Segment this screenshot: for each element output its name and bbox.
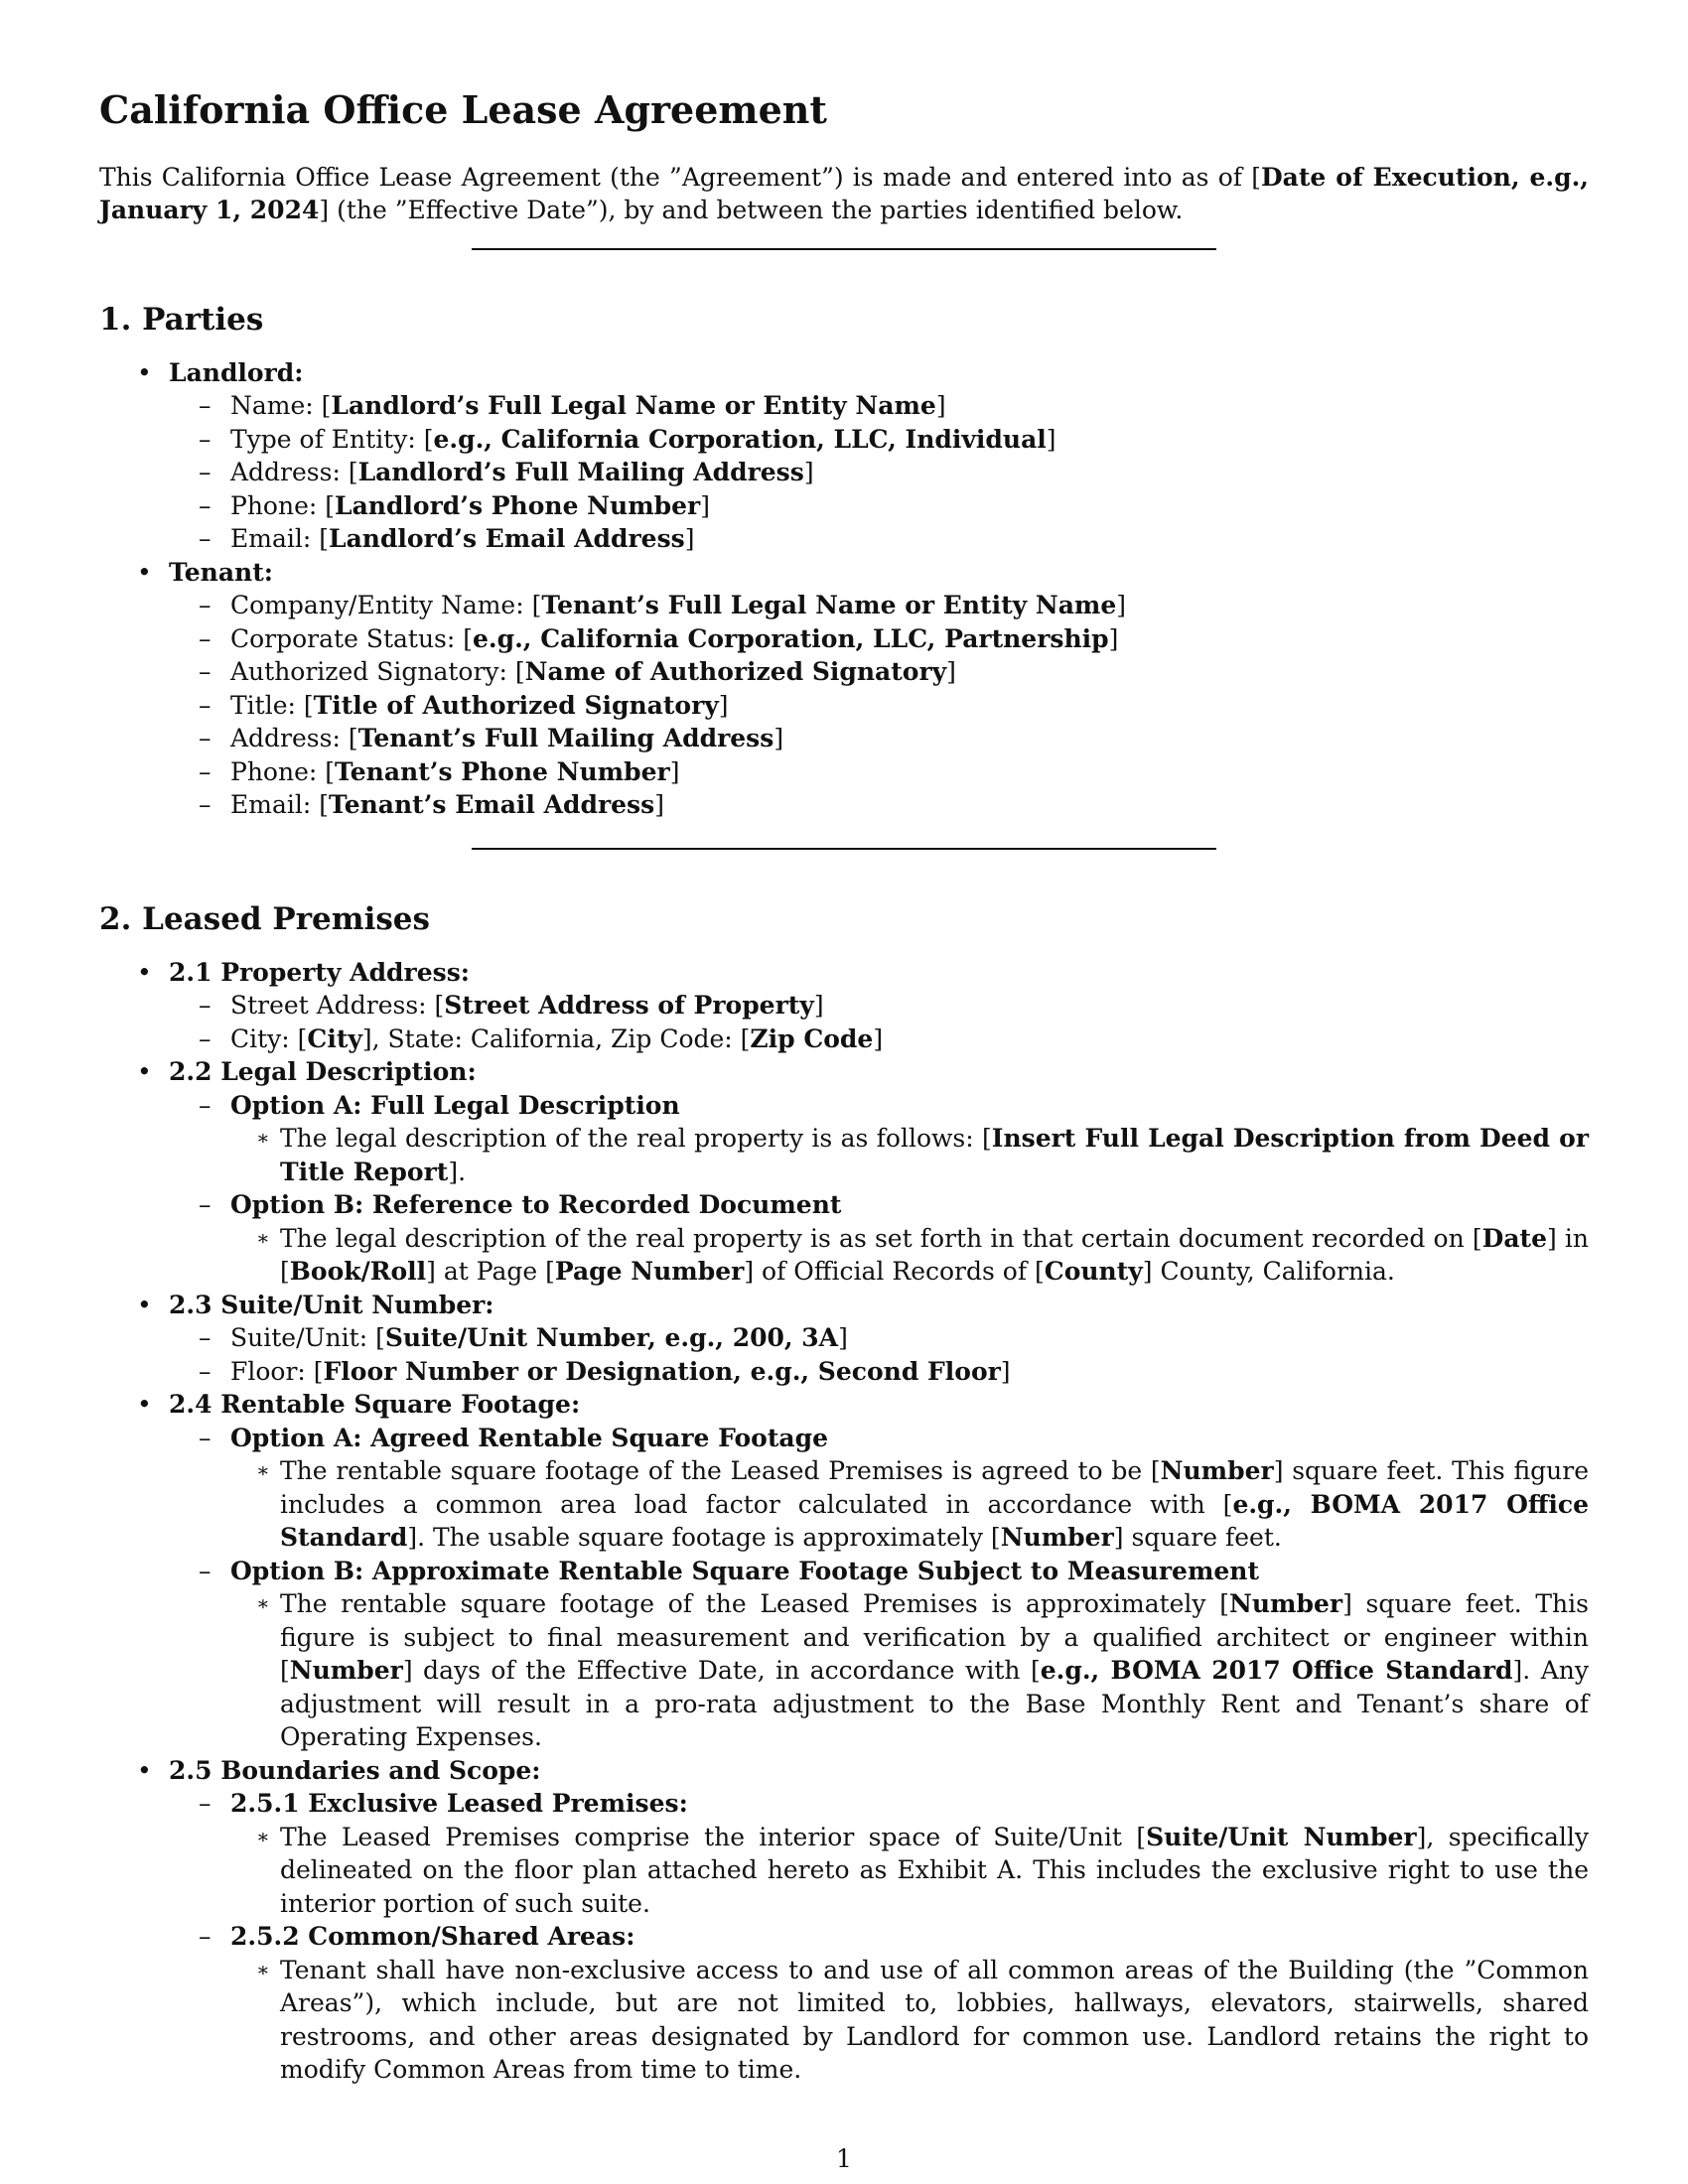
execution-date-placeholder: Date of Execution, e.g., January 1, 2024 (99, 162, 1589, 224)
list-item: ∗ Tenant shall have non-exclusive access to and use of all common areas of the Building (the ”Common Areas”), which include, but are not limited to, lobbies, hallways, elevators, stairwells, shared restrooms, and other areas designated by Landlord for common use. Landlord retains the right to modify Common Areas from time to time. (256, 1955, 1589, 2085)
list-item: – Option B: Reference to Recorded Document ∗ The legal description of the real property is as set forth in that certain document recorded on [Date] in [Book/Roll] at Page [Page Number] of Official Records of [County] County, California. (169, 1188, 1589, 1289)
list-item: – Option A: Full Legal Description ∗ The legal description of the real property is as follows: [Insert Full Legal Description from Deed or Title Report]. (169, 1089, 1589, 1189)
list-item: – Type of Entity: [e.g., California Corporation, LLC, Individual] (199, 424, 1056, 454)
intro-paragraph: This California Office Lease Agreement (the ”Agreement”) is made and entered into as of [Date of Execution, e.g., January 1, 2024] (the ”Effective Date”), by and between the parties identified below. (99, 162, 1589, 224)
page-number: 1 (836, 2144, 852, 2173)
section-divider (472, 248, 1216, 250)
tenant-item: • Tenant: – Company/Entity Name: [Tenant’s Full Legal Name or Entity Name] – Corporate Status: [e.g., California Corporation, LLC, Partnership] – Authorized Signatory: [Name of Authorized Signatory] – Title: [Title of Authorized Signatory] – Address: [Tenant’s Full Mailing Address] – Phone: [Tenant’s Phone Number] – Email: [Tenant’s Email Address] (99, 556, 1589, 822)
list-item: – Address: [Landlord’s Full Mailing Address] (199, 458, 814, 487)
list-item: – Option A: Agreed Rentable Square Footage ∗ The rentable square footage of the Leased Premises is agreed to be [Number] square feet. This figure includes a common area load factor calculated in accordance with [e.g., BOMA 2017 Office Standard]. The usable square footage is approximately [Number] square feet. (169, 1422, 1589, 1555)
list-item: – Street Address: [Street Address of Property] (199, 991, 824, 1021)
list-item: ∗ The rentable square footage of the Leased Premises is agreed to be [Number] square feet. This figure includes a common area load factor calculated in accordance with [e.g., BOMA 2017 Office Standard]. The usable square footage is approximately [Number] square feet. (256, 1456, 1590, 1553)
suite-unit-item: • 2.3 Suite/Unit Number: – Suite/Unit: [Suite/Unit Number, e.g., 200, 3A] – Floor: [Floor Number or Designation, e.g., Second Floor] (99, 1289, 1589, 1389)
section-heading-parties: 1. Parties (99, 301, 264, 338)
list-item: – Title: [Title of Authorized Signatory] (199, 690, 729, 720)
list-item: – Email: [Tenant’s Email Address] (199, 790, 664, 820)
list-item: – Option B: Approximate Rentable Square Footage Subject to Measurement ∗ The rentable square footage of the Leased Premises is approximately [Number] square feet. This figure is subject to final measurement and verification by a qualified architect or engineer within [Number] days of the Effective Date, in accordance with [e.g., BOMA 2017 Office Standard]. Any adjustment will result in a pro-rata adjustment to the Base Monthly Rent and Tenant’s share of Operating Expenses. (169, 1555, 1589, 1754)
section-heading-leased-premises: 2. Leased Premises (99, 900, 430, 937)
list-item: – Suite/Unit: [Suite/Unit Number, e.g., 200, 3A] (199, 1323, 848, 1353)
list-item: – Phone: [Tenant’s Phone Number] (199, 756, 680, 786)
list-item: – Company/Entity Name: [Tenant’s Full Legal Name or Entity Name] (199, 591, 1127, 620)
list-item: – Corporate Status: [e.g., California Corporation, LLC, Partnership] (199, 623, 1119, 653)
list-item: – Phone: [Landlord’s Phone Number] (199, 490, 710, 520)
leased-premises-list (99, 956, 1589, 2087)
document-title: California Office Lease Agreement (99, 87, 827, 132)
list-item: – Floor: [Floor Number or Designation, e.g., Second Floor] (199, 1356, 1011, 1386)
landlord-item: • Landlord: – Name: [Landlord’s Full Legal Name or Entity Name] – Type of Entity: [e.g., California Corporation, LLC, Individual] – Address: [Landlord’s Full Mailing Address] – Phone: [Landlord’s Phone Number] – Email: [Landlord’s Email Address] (99, 356, 1589, 556)
list-item: – 2.5.2 Common/Shared Areas: ∗ Tenant shall have non-exclusive access to and use of all common areas of the Building (the ”Common Areas”), which include, but are not limited to, lobbies, hallways, elevators, stairwells, shared restrooms, and other areas designated by Landlord for common use. Landlord retains the right to modify Common Areas from time to time. (169, 1920, 1589, 2087)
document-page (99, 87, 1589, 2087)
legal-description-item: • 2.2 Legal Description: – Option A: Full Legal Description ∗ The legal description of the real property is as follows: [Insert Full Legal Description from Deed or Title Report]. – Option B: Reference to Recorded Document ∗ The legal description of the real property is as set forth in that certain document recorded on [Date] in [Book/Roll] at Page [Page Number] of Official Records of [County] County, California. (99, 1055, 1589, 1289)
list-item: – Name: [Landlord’s Full Legal Name or Entity Name] (199, 391, 946, 421)
parties-list (99, 356, 1589, 822)
list-item: – 2.5.1 Exclusive Leased Premises: ∗ The Leased Premises comprise the interior space of Suite/Unit [Suite/Unit Number], specifically delineated on the floor plan attached hereto as Exhibit A. This includes the exclusive right to use the interior portion of such suite. (169, 1787, 1589, 1920)
list-item: – Email: [Landlord’s Email Address] (199, 524, 695, 554)
square-footage-item: • 2.4 Rentable Square Footage: – Option A: Agreed Rentable Square Footage ∗ The rentable square footage of the Leased Premises is agreed to be [Number] square feet. This figure includes a common area load factor calculated in accordance with [e.g., BOMA 2017 Office Standard]. The usable square footage is approximately [Number] square feet. – Option B: Approximate Rentable Square Footage Subject to Measurement ∗ The rentable square footage of the Leased Premises is approximately [Number] square feet. This figure is subject to final measurement and verification by a qualified architect or engineer within [Number] days of the Effective Date, in accordance with [e.g., BOMA 2017 Office Standard]. Any adjustment will result in a pro-rata adjustment to the Base Monthly Rent and Tenant’s share of Operating Expenses. (99, 1388, 1589, 1754)
list-item: ∗ The legal description of the real property is as follows: [Insert Full Legal Description from Deed or Title Report]. (256, 1124, 1589, 1186)
list-item: – Address: [Tenant’s Full Mailing Address] (199, 724, 784, 753)
list-item: ∗ The rentable square footage of the Leased Premises is approximately [Number] square feet. This figure is subject to final measurement and verification by a qualified architect or engineer within [Number] days of the Effective Date, in accordance with [e.g., BOMA 2017 Office Standard]. Any adjustment will result in a pro-rata adjustment to the Base Monthly Rent and Tenant’s share of Operating Expenses. (256, 1589, 1589, 1752)
property-address-item: • 2.1 Property Address: – Street Address: [Street Address of Property] – City: [City], State: California, Zip Code: [Zip Code] (99, 956, 1589, 1056)
list-item: ∗ The Leased Premises comprise the interior space of Suite/Unit [Suite/Unit Number], specifically delineated on the floor plan attached hereto as Exhibit A. This includes the exclusive right to use the interior portion of such suite. (256, 1822, 1590, 1918)
section-divider (472, 848, 1216, 850)
boundaries-item: • 2.5 Boundaries and Scope: – 2.5.1 Exclusive Leased Premises: ∗ The Leased Premises comprise the interior space of Suite/Unit [Suite/Unit Number], specifically delineated on the floor plan attached hereto as Exhibit A. This includes the exclusive right to use the interior portion of such suite. – 2.5.2 Common/Shared Areas: ∗ Tenant shall have non-exclusive access to and use of all common areas of the Building (the ”Common Areas”), which include, but are not limited to, lobbies, hallways, elevators, stairwells, shared restrooms, and other areas designated by Landlord for common use. Landlord retains the right to modify Common Areas from time to time. (99, 1754, 1589, 2087)
list-item: ∗ The legal description of the real property is as set forth in that certain document recorded on [Date] in [Book/Roll] at Page [Page Number] of Official Records of [County] County, California. (256, 1223, 1590, 1287)
list-item: – Authorized Signatory: [Name of Authorized Signatory] (199, 657, 956, 687)
list-item: – City: [City], State: California, Zip Code: [Zip Code] (199, 1024, 884, 1053)
